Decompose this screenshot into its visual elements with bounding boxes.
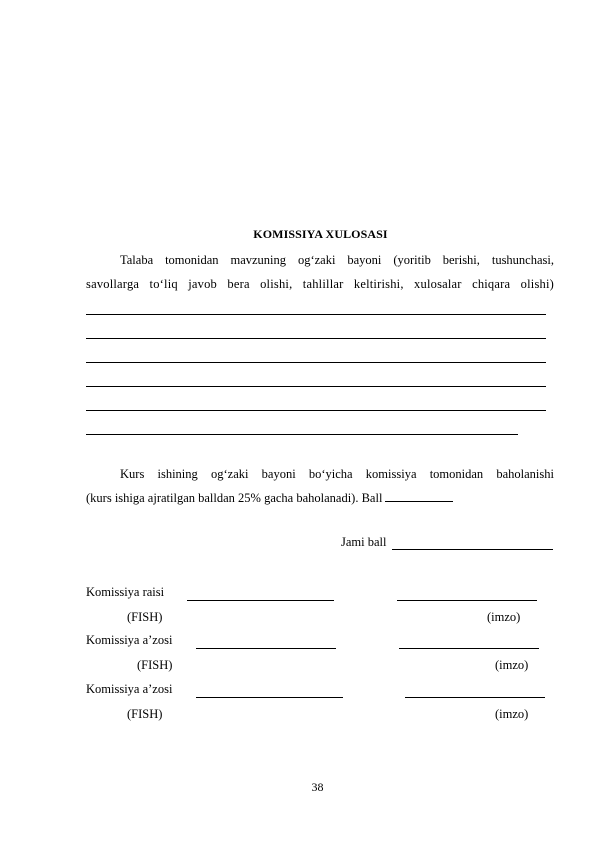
page-number: 38 bbox=[311, 780, 324, 794]
fish-blank bbox=[196, 648, 336, 649]
grading-paragraph-line-2 bbox=[86, 486, 554, 510]
imzo-blank bbox=[399, 648, 539, 649]
imzo-caption: (imzo) bbox=[495, 707, 529, 721]
ball-blank-field bbox=[385, 489, 453, 502]
blank-line bbox=[86, 338, 546, 339]
blank-line bbox=[86, 410, 546, 411]
total-score-label: Jami ball bbox=[341, 535, 387, 549]
fish-caption: (FISH) bbox=[127, 707, 163, 721]
fish-caption: (FISH) bbox=[127, 610, 163, 624]
blank-line bbox=[86, 386, 546, 387]
imzo-caption: (imzo) bbox=[495, 658, 529, 672]
grading-paragraph-line-1: Kurs ishining og‘zaki bayoni bo‘yicha komissiya tomonidan baholanishi bbox=[120, 467, 554, 481]
conclusion-paragraph-line-2: savollarga to‘liq javob bera olishi, tahlillar keltirishi, xulosalar chiqara olishi) bbox=[86, 277, 554, 291]
imzo-caption: (imzo) bbox=[487, 610, 521, 624]
signature-role-member-2: Komissiya a’zosi bbox=[86, 682, 173, 696]
total-score-blank bbox=[392, 549, 553, 550]
blank-line bbox=[86, 362, 546, 363]
fish-caption: (FISH) bbox=[137, 658, 173, 672]
conclusion-paragraph-line-1: Talaba tomonidan mavzuning og‘zaki bayoni (yoritib berishi, tushunchasi, bbox=[120, 253, 554, 267]
imzo-blank bbox=[405, 697, 545, 698]
blank-line bbox=[86, 314, 546, 315]
grading-paragraph-text: (kurs ishiga ajratilgan balldan 25% gacha baholanadi). Ball bbox=[86, 491, 383, 505]
signature-role-chair: Komissiya raisi bbox=[86, 585, 165, 599]
fish-blank bbox=[196, 697, 343, 698]
signature-role-member-1: Komissiya a’zosi bbox=[86, 633, 173, 647]
blank-line bbox=[86, 434, 518, 435]
page-title: KOMISSIYA XULOSASI bbox=[253, 227, 388, 241]
fish-blank bbox=[187, 600, 334, 601]
imzo-blank bbox=[397, 600, 537, 601]
